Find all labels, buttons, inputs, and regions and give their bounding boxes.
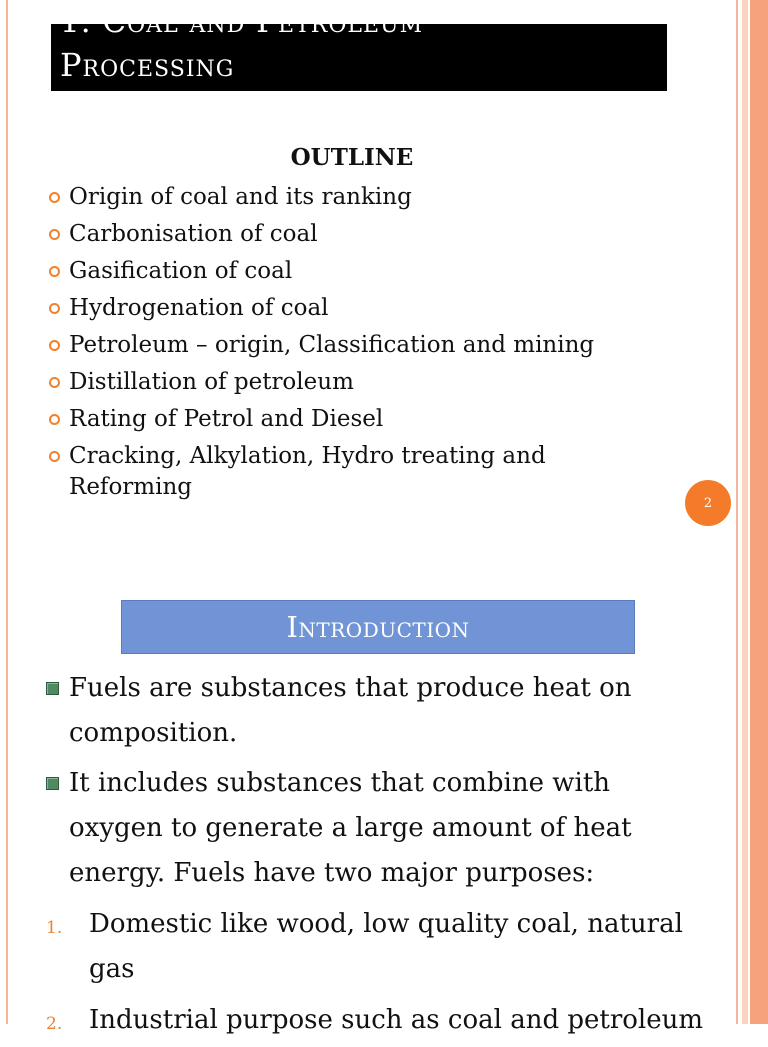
paragraph-line: composition. [69, 718, 238, 748]
outline-list [46, 182, 646, 509]
outline-item [46, 182, 646, 213]
square-bullet-icon [46, 777, 59, 790]
circle-bullet-icon [49, 377, 60, 388]
outline-item-text: Cracking, Alkylation, Hydro treating and Reforming [69, 443, 546, 500]
circle-bullet-icon [49, 192, 60, 203]
introduction-heading: Introduction [121, 600, 635, 654]
paragraph-line: It includes substances that combine with [69, 768, 611, 798]
outline-item-text: Distillation of petroleum [69, 369, 354, 395]
right-frame-band [750, 0, 768, 1024]
circle-bullet-icon [49, 451, 60, 462]
numbered-item-line: gas [89, 954, 135, 984]
outline-item [46, 404, 646, 435]
numbered-item-line: Industrial purpose such as coal and petroleum [89, 1005, 704, 1035]
outline-item [46, 256, 646, 287]
intro-paragraph-2 [46, 761, 716, 896]
outline-item [46, 367, 646, 398]
outline-item-text: Carbonisation of coal [69, 221, 318, 247]
outline-item-text: Petroleum – origin, Classification and mining [69, 332, 595, 358]
circle-bullet-icon [49, 340, 60, 351]
numbered-item-1 [46, 902, 726, 992]
circle-bullet-icon [49, 266, 60, 277]
outline-item [46, 441, 646, 503]
paragraph-line: oxygen to generate a large amount of heat [69, 813, 632, 843]
numbered-item-2 [46, 998, 726, 1043]
page-number-badge: 2 [685, 480, 731, 526]
square-bullet-icon [46, 682, 59, 695]
slide-title-box [51, 4, 667, 91]
numbered-item-line: Domestic like wood, low quality coal, natural [89, 909, 683, 939]
outline-item [46, 219, 646, 250]
item-number: 1. [46, 918, 63, 938]
intro-paragraph-1 [46, 666, 716, 756]
outline-item [46, 330, 646, 361]
circle-bullet-icon [49, 229, 60, 240]
item-number: 2. [46, 1014, 63, 1034]
slide-title-line2: Processing [60, 46, 235, 84]
outline-item-text: Rating of Petrol and Diesel [69, 406, 384, 432]
outline-item-text: Hydrogenation of coal [69, 295, 329, 321]
circle-bullet-icon [49, 414, 60, 425]
outline-item-text: Origin of coal and its ranking [69, 184, 412, 210]
slide-title-line1: 1. Coal and Petroleum [60, 4, 424, 40]
circle-bullet-icon [49, 303, 60, 314]
paragraph-line: energy. Fuels have two major purposes: [69, 858, 595, 888]
outline-item [46, 293, 646, 324]
outline-item-text: Gasification of coal [69, 258, 293, 284]
paragraph-line: Fuels are substances that produce heat on [69, 673, 632, 703]
right-frame-line [736, 0, 738, 1024]
outline-heading: OUTLINE [290, 144, 414, 171]
right-frame-band-light [742, 0, 748, 1024]
